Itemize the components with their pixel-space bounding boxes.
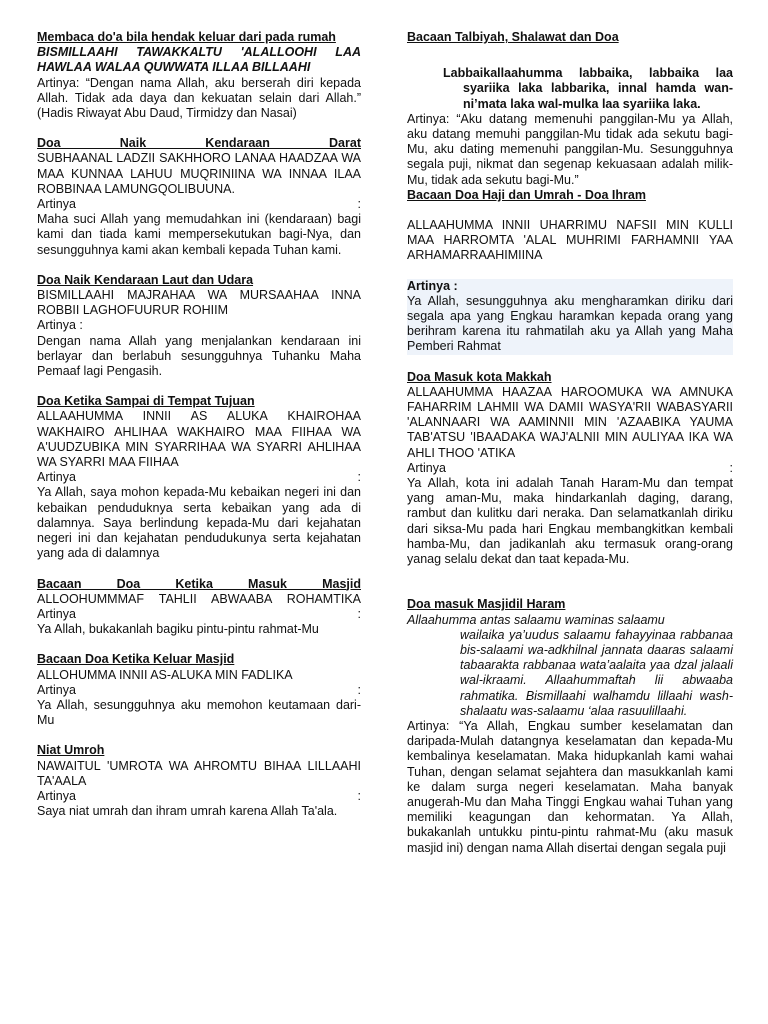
meaning-label: Artinya :	[37, 470, 361, 485]
meaning-text: Dengan nama Allah yang menjalankan kendaraan ini berlayar dan berlabuh sesungguhnya Tuhanku Maha Pemaaf lagi Pengasih.	[37, 333, 361, 379]
arabic-text: Labbaikallaahumma labbaika, labbaika laa syariika laka labbarika, innal hamda wan-ni’mata laka wal-mulka laa syariika laka.	[443, 66, 733, 111]
left-column	[37, 30, 361, 819]
section-title: Bacaan Doa Ketika Keluar Masjid	[37, 652, 235, 667]
section-leave-mosque	[37, 652, 361, 728]
meaning-text: Ya Allah, bukakanlah bagiku pintu-pintu rahmat-Mu	[37, 622, 319, 637]
section-title: Doa Naik Kendaraan Darat	[37, 136, 361, 151]
meaning-text: Artinya: “Dengan nama Allah, aku berserah diri kepada Allah. Tidak ada daya dan kekuatan selain dari Allah.” (Hadis Riwayat Abu Daud, Tirmidzy dan Nasai)	[37, 75, 361, 121]
arabic-text: ALLAAHUMMA HAAZAA HAROOMUKA WA AMNUKA FAHARRIM LAHMII WA DAMII WASYA'RII WABASYARII 'ALANNAARI WA AAMINNII MIN 'AZAABIKA YAUMA TAB'ATSU 'IBAADAKA WAJ'ALNII MIN AULIYAA IKA WA AHLI THOO 'ATIKA	[407, 384, 733, 460]
meaning-text: Saya niat umrah dan ihram umrah karena Allah Ta'ala.	[37, 804, 338, 819]
section-title: Doa masuk Masjidil Haram	[407, 597, 566, 612]
section-title: Membaca do'a bila hendak keluar dari pada rumah	[37, 30, 336, 44]
section-title: Bacaan Doa Ketika Masuk Masjid	[37, 576, 361, 591]
arabic-text: BISMILLAAHI MAJRAHAA WA MURSAAHAA INNA ROBBII LAGHOFUURUR ROHIIM	[37, 288, 361, 318]
highlight-box	[407, 279, 733, 355]
meaning-text: Maha suci Allah yang memudahkan ini (kendaraan) bagi kami dan tiada kami mempersekutukan bagi-Nya, dan sesungguhnya kami akan kembali kepada Tuhan kami.	[37, 212, 361, 257]
meaning-text: Ya Allah, kota ini adalah Tanah Haram-Mu dan tempat yang aman-Mu, maka hindarkanlah daging, darang, rambut dan kulitku dari neraka. Dan selamatkanlah diriku dari siksa-Mu pada hari Engkau membangkitkan kembali hamba-Mu, dan jadikanlah aku termasuk orang-orang yanag selalu dekat dan taat kepada-Mu.	[407, 476, 733, 567]
arabic-text: ALLOHUMMA INNII AS-ALUKA MIN FADLIKA	[37, 667, 293, 682]
section-title: Doa Ketika Sampai di Tempat Tujuan	[37, 394, 255, 409]
section-sea-air-vehicle	[37, 273, 361, 379]
meaning-label: Artinya :	[37, 682, 361, 697]
meaning-label: Artinya :	[37, 197, 361, 212]
meaning-label: Artinya :	[37, 788, 361, 803]
section-title: Bacaan Doa Haji dan Umrah - Doa Ihram	[407, 187, 646, 202]
meaning-label: Artinya :	[407, 460, 733, 475]
meaning-text: Ya Allah, sesungguhnya aku mengharamkan diriku dari segala apa yang Engkau haramkan kepada orang yang berihram karena itu rahmatilah aku ya Allah yang Maha Pemberi Rahmat	[407, 293, 733, 354]
arabic-text: ALLAAHUMMA INNII AS ALUKA KHAIROHAA WAKHAIRO AHLIHAA WAKHAIRO MAA FIIHAA WA A'UUDZUBIKA MIN SYARRIHAA WA SYARRI AHLIHAA WA SYARRI MAA FIIHAA	[37, 409, 361, 470]
section-talbiyah	[407, 30, 733, 188]
arabic-text: BISMILLAAHI TAWAKKALTU 'ALALLOOHI LAA HAWLAA WALAA QUWWATA ILLAA BILLAAHI	[37, 45, 361, 75]
section-title: Niat Umroh	[37, 743, 105, 758]
right-column	[407, 30, 733, 856]
meaning-text: Artinya: “Ya Allah, Engkau sumber keselamatan dan daripada-Mulah datangnya keselamatan dan kepada-Mu kembalinya keselamatan. Maka hidupkanlah kami wahai Tuhan, dengan selamat sejahtera dan masukkanlah kami ke dalam surga negeri keselamatan. Maha banyak anugerah-Mu dan Maha Tinggi Engkau wahai Tuhan yang memiliki keagungan dan kehormatan. Ya Allah, bukakanlah untukku pintu-pintu rahmat-Mu (aku masuk masjid ini) dengan nama Allah disertai dengan segala puji	[407, 718, 733, 855]
section-leaving-home	[37, 30, 361, 121]
meaning-label: Artinya :	[37, 318, 83, 333]
arabic-text: NAWAITUL 'UMROTA WA AHROMTU BIHAA LILLAAHI TA'AALA	[37, 758, 361, 788]
arabic-text: ALLOOHUMMMAF TAHLII ABWAABA ROHAMTIKA	[37, 591, 361, 606]
arabic-text-first: Allaahumma antas salaamu waminas salaamu	[407, 612, 665, 627]
meaning-text: Ya Allah, saya mohon kepada-Mu kebaikan negeri ini dan kebaikan penduduknya serta kebaikan yang ada di dalamnya. Saya berlindung kepada-Mu dari kejahatan negeri ini dan kejahatan pendudukunya serta kejahatan yang ada di dalamnya	[37, 485, 361, 561]
section-enter-makkah	[407, 370, 733, 568]
section-title: Doa Naik Kendaraan Laut dan Udara	[37, 272, 254, 287]
arabic-text: SUBHAANAL LADZII SAKHHORO LANAA HAADZAA WA MAA KUNNAA LAHUU MUQRINIINA WA INNAA ILAA ROBBINAA LAMUNGQOLIBUUNA.	[37, 151, 361, 196]
section-arrival	[37, 394, 361, 561]
meaning-label: Artinya :	[407, 278, 458, 293]
meaning-text: Ya Allah, sesungguhnya aku memohon keutamaan dari-Mu	[37, 697, 361, 728]
meaning-text: Artinya: “Aku datang memenuhi panggilan-Mu ya Allah, aku datang memuhi panggilan-Mu tidak ada sekutu bagi-Mu, aku dating memenuhi panggilan-Mu. Sesungguhnya segala puji, nikmat dan segenap kekuasaan adalah milik-Mu, tidak ada sekutu bagi-Mu.”	[407, 111, 733, 187]
section-title: Bacaan Talbiyah, Shalawat dan Doa	[407, 30, 619, 44]
section-ihram	[407, 188, 733, 355]
section-enter-masjidil-haram	[407, 597, 733, 855]
arabic-text: wailaika ya’uudus salaamu fahayyinaa rabbanaa bis-salaami wa-adkhilnal jannata daaras salaami tabaarakta rabbanaa wata’aalaita yaa dzal jalaali wal-ikraami. Allaahummaftah lii abwaaba rahmatika. Bismillaahi walhamdu lillaahi wash-shalaatu was-salaamu ‘alaa rasuulillaahi.	[460, 627, 733, 718]
meaning-label: Artinya :	[37, 606, 361, 621]
section-title: Doa Masuk kota Makkah	[407, 369, 552, 384]
section-enter-mosque	[37, 577, 361, 638]
section-land-vehicle	[37, 136, 361, 258]
section-umrah-intention	[37, 743, 361, 819]
arabic-text: ALLAAHUMMA INNII UHARRIMU NAFSII MIN KULLI MAA HARROMTA 'ALAL MUHRIMI FARHAMNII YAA ARHAMARRAAHIMIINA	[407, 218, 733, 263]
